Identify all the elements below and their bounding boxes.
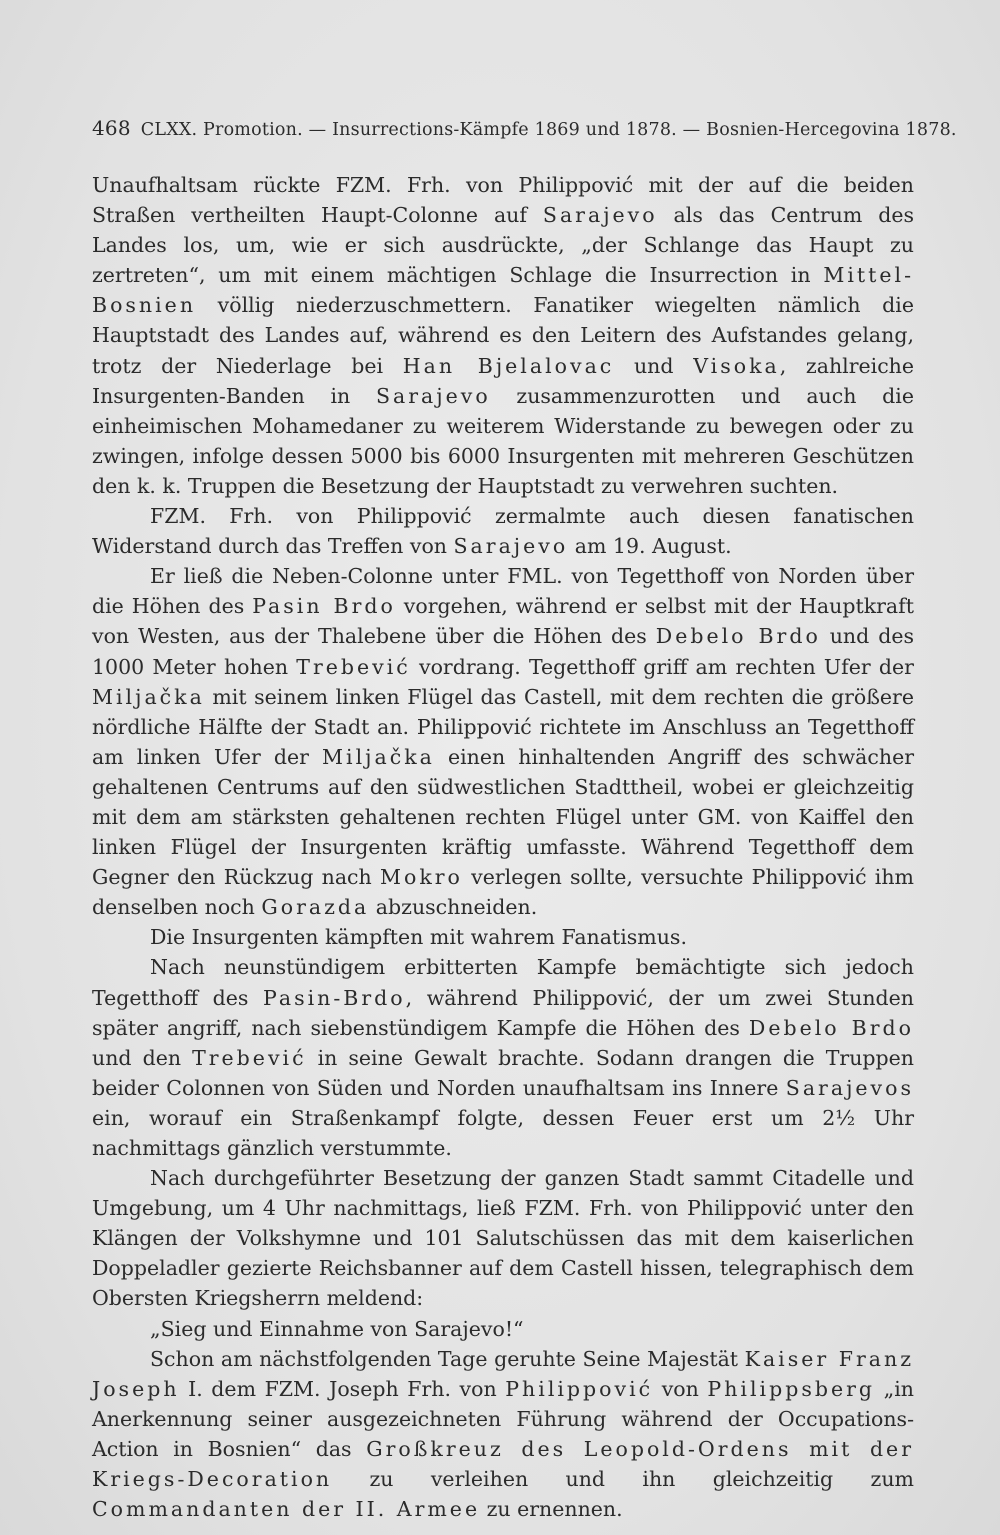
spaced-name: Pasin Brdo [252, 594, 396, 619]
running-title: CLXX. Promotion. — Insurrections-Kämpfe 1869 und 1878. — Bosnien-Hercegovina 1878. [140, 120, 957, 140]
spaced-name: Sarajevo [542, 203, 658, 228]
spaced-name: Kaiser Franz Joseph [92, 1346, 914, 1401]
text-run: , zahlreiche Insurgenten-Banden in [92, 353, 915, 408]
spaced-name: Visoka [693, 353, 780, 378]
spaced-name: Philippović [505, 1376, 654, 1401]
paragraph [92, 561, 914, 922]
text-run: „in Anerkennung seiner ausgezeichneten Führung während der Occupations-Action in Bosnien“ das [92, 1376, 914, 1461]
page-number: 468 [92, 116, 131, 140]
text-run: und den [92, 1045, 193, 1070]
text-run: mit seinem linken Flügel das Castell, mit dem rechten die größere nördliche Hälfte der Stadt an. Philippović richtete im Anschluss an Tegetthoff am linken Ufer der [92, 684, 914, 769]
running-header [92, 116, 957, 140]
text-run: und des 1000 Meter hohen [92, 624, 914, 679]
text-run: zu ernennen. [480, 1497, 623, 1522]
paragraph [92, 922, 914, 952]
spaced-name: Sarajevo [453, 534, 569, 559]
paragraph [92, 1163, 914, 1313]
spaced-name: Trebević [296, 654, 411, 679]
spaced-name: Mokro [379, 865, 463, 890]
spaced-name: Miljačka [322, 744, 435, 769]
spaced-name: Philippsberg [707, 1376, 876, 1401]
text-run: von [653, 1376, 708, 1401]
spaced-name: Debelo Brdo [748, 1015, 914, 1040]
spaced-name: Großkreuz des Leopold-Ordens mit der Kriegs-Decoration [92, 1436, 914, 1492]
spaced-name: Debelo Brdo [655, 624, 821, 649]
paragraph [92, 1344, 914, 1525]
text-run: verlegen sollte, versuchte Philippović ihm denselben noch [92, 865, 914, 920]
text-run: , während Philippović, der um zwei Stunden später angriff, nach siebenstündigem Kampfe die Höhen des [92, 985, 914, 1040]
body-text [92, 170, 914, 1524]
paragraph [92, 501, 914, 561]
text-run: Nach durchgeführter Besetzung der ganzen Stadt sammt Citadelle und Umgebung, um 4 Uhr nachmittags, ließ FZM. Frh. von Philippović unter den Klängen der Volkshymne und 101 Salutschüssen das mit dem kaiserlichen Doppeladler gezierte Reichsbanner auf dem Castell hissen, telegraphisch dem Obersten Kriegsherrn meldend: [92, 1166, 914, 1311]
text-run: Schon am nächstfolgenden Tage geruhte Seine Majestät [150, 1346, 745, 1371]
text-run: einen hinhaltenden Angriff des schwächer gehaltenen Centrums auf den südwestlichen Stadttheil, wobei er gleichzeitig mit dem am stärksten gehaltenen rechten Flügel unter GM. von Kaiffel den linken Flügel der Insurgenten kräftig umfasste. Während Tegetthoff dem Gegner den Rückzug nach [92, 744, 914, 890]
text-run: als das Centrum des Landes los, um, wie er sich ausdrückte, „der Schlange das Haupt zu zertreten“, um mit einem mächtigen Schlage die Insurrection in [92, 203, 914, 288]
text-run: Er ließ die Neben-Colonne unter FML. von Tegetthoff von Norden über die Höhen des [92, 564, 914, 619]
text-run: Die Insurgenten kämpften mit wahrem Fanatismus. [150, 925, 687, 950]
text-run: völlig niederzuschmettern. Fanatiker wiegelten nämlich die Hauptstadt des Landes auf, während es den Leitern des Aufstandes gelang, trotz der Niederlage bei [92, 293, 914, 378]
text-run: Unaufhaltsam rückte FZM. Frh. von Philippović mit der auf die beiden Straßen vertheilten Haupt-Colonne auf [92, 173, 914, 228]
spaced-name: Gorazda [261, 895, 370, 920]
spaced-name: Mittel-Bosnien [92, 263, 914, 318]
spaced-name: Commandanten der II. Armee [92, 1497, 481, 1522]
paragraph [92, 1314, 914, 1344]
spaced-name: Sarajevos [785, 1075, 914, 1100]
text-run: ein, worauf ein Straßenkampf folgte, dessen Feuer erst um 2½ Uhr nachmittags gänzlich verstummte. [92, 1105, 914, 1160]
spaced-name: Miljačka [92, 684, 205, 709]
spaced-name: Trebević [192, 1045, 307, 1070]
paragraph [92, 170, 914, 501]
text-run: zu verleihen und ihn gleichzeitig zum [332, 1467, 914, 1492]
paragraph [92, 952, 914, 1163]
text-run: FZM. Frh. von Philippović zermalmte auch diesen fanatischen Widerstand durch das Treffen von [92, 504, 914, 559]
text-run: I. dem FZM. Joseph Frh. von [179, 1376, 506, 1401]
text-run: „Sieg und Einnahme von Sarajevo!“ [150, 1316, 524, 1341]
text-run: vorgehen, während er selbst mit der Hauptkraft von Westen, aus der Thalebene über die Höhen des [92, 594, 914, 649]
text-run: und [614, 353, 694, 378]
text-run: abzuschneiden. [369, 895, 538, 920]
text-run: Nach neunstündigem erbitterten Kampfe bemächtigte sich jedoch Tegetthoff des [92, 955, 914, 1010]
spaced-name: Sarajevo [375, 383, 491, 408]
spaced-name: Han Bjelalovac [402, 353, 615, 378]
text-run: in seine Gewalt brachte. Sodann drangen die Truppen beider Colonnen von Süden und Norden unaufhaltsam ins Innere [92, 1045, 914, 1100]
text-run: am 19. August. [568, 534, 732, 559]
spaced-name: Pasin-Brdo [262, 985, 406, 1010]
text-run: vordrang. Tegetthoff griff am rechten Ufer der [410, 654, 914, 679]
text-run: zusammenzurotten und auch die einheimischen Mohamedaner zu weiterem Widerstande zu bewegen oder zu zwingen, infolge dessen 5000 bis 6000 Insurgenten mit mehreren Geschützen den k. k. Truppen die Besetzung der Hauptstadt zu verwehren suchten. [92, 383, 914, 498]
